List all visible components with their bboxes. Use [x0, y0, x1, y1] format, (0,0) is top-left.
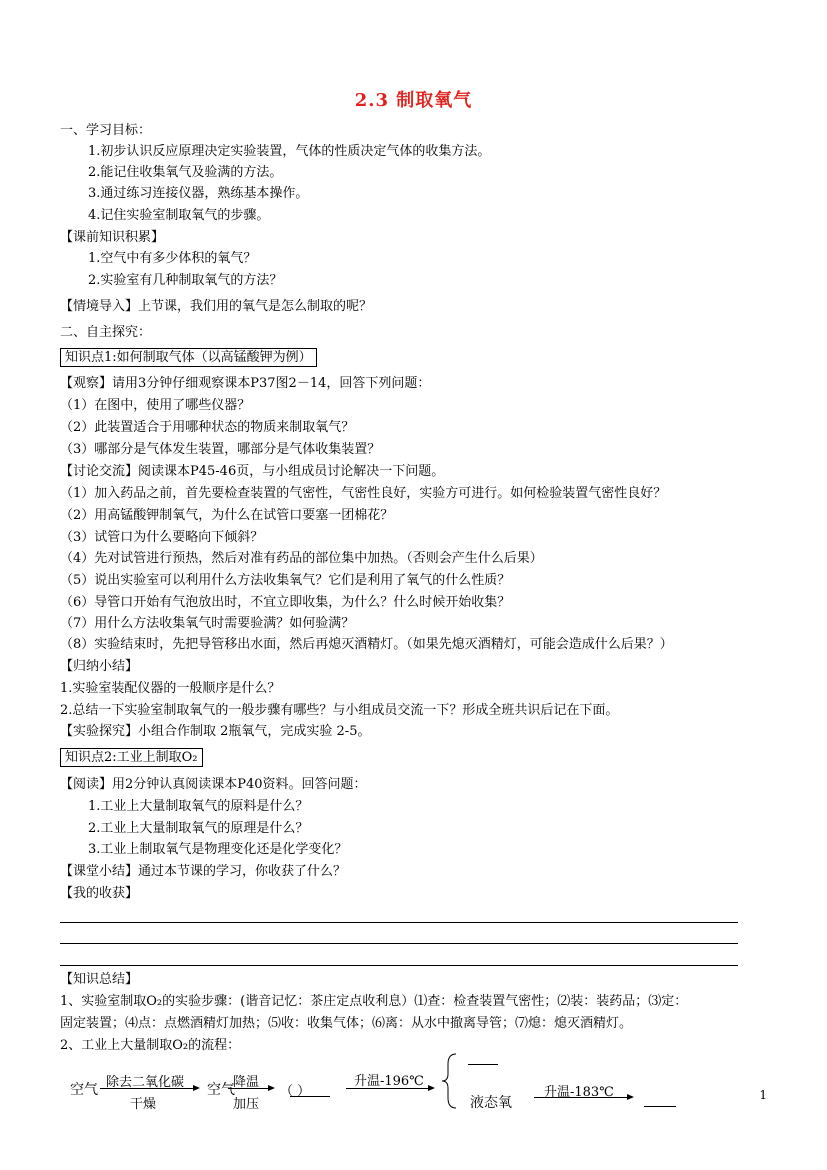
paragraph: 【观察】请用3分钟仔细观察课本P37图2－14，回答下列问题： [60, 376, 431, 391]
list-item: 4.记住实验室制取氧气的步骤。 [88, 208, 270, 223]
flow-step1-bottom: 干燥 [130, 1097, 157, 1112]
list-item: （3）试管口为什么要略向下倾斜？ [60, 530, 264, 545]
answer-line [60, 943, 738, 944]
section-heading: 一、学习目标： [60, 123, 152, 138]
flow-air-1: 空气 [70, 1082, 98, 1098]
section-heading: 【我的收获】 [60, 886, 139, 901]
answer-line [60, 965, 738, 966]
list-item: （2）用高锰酸钾制氧气，为什么在试管口要塞一团棉花？ [60, 508, 394, 523]
paragraph: 【实验探究】小组合作制取 2瓶氧气，完成实验 2-5。 [60, 724, 371, 739]
knowledge-point-box: 知识点1:如何制取气体（以高锰酸钾为例） [60, 348, 317, 367]
paragraph: 1、实验室制取O₂的实验步骤：(谐音记忆：茶庄定点收利息）⑴查：检查装置气密性；⑵装：装药品；⑶定： [60, 994, 688, 1009]
flow-air-2: 空气 [207, 1082, 235, 1098]
flow-step1-top: 除去二氧化碳 [106, 1075, 185, 1090]
list-item: 1.初步认识反应原理决定实验装置，气体的性质决定气体的收集方法。 [88, 144, 491, 159]
paragraph: 【课堂小结】通过本节课的学习，你收获了什么？ [60, 864, 347, 879]
section-heading: 【知识总结】 [60, 972, 139, 987]
list-item: （7）用什么方法收集氧气时需要验满？如何验满？ [60, 616, 355, 631]
paragraph: 【阅读】用2分钟认真阅读课本P40资料。回答问题： [60, 777, 367, 792]
flow-brace [440, 1052, 460, 1110]
flow-blank-line [290, 1096, 330, 1097]
section-heading: 二、自主探究： [60, 325, 152, 340]
list-item: 2.工业上大量制取氧气的原理是什么？ [88, 821, 309, 836]
flow-blank-paren: （ ） [280, 1084, 311, 1099]
list-item: （4）先对试管进行预热，然后对准有药品的部位集中加热。（否则会产生什么后果） [60, 551, 543, 566]
paragraph: 【讨论交流】阅读课本P45-46页，与小组成员讨论解决一下问题。 [60, 464, 445, 479]
list-item: 3.通过练习连接仪器，熟练基本操作。 [88, 186, 309, 201]
list-item: 2.能记住收集氧气及验满的方法。 [88, 165, 283, 180]
section-heading: 【归纳小结】 [60, 659, 139, 674]
list-item: 1.空气中有多少体积的氧气？ [88, 251, 257, 266]
list-item: 3.工业上制取氧气是物理变化还是化学变化？ [88, 842, 348, 857]
list-item: 1.工业上大量制取氧气的原料是什么？ [88, 799, 309, 814]
list-item: 2.实验室有几种制取氧气的方法？ [88, 273, 283, 288]
list-item: 1.实验室装配仪器的一般顺序是什么？ [60, 681, 281, 696]
paragraph: 【情境导入】上节课，我们用的氧气是怎么制取的呢？ [60, 299, 373, 314]
flow-step4-top: 升温-183℃ [544, 1085, 614, 1100]
list-item: （5）说出实验室可以利用什么方法收集氧气？它们是利用了氧气的什么性质？ [60, 573, 511, 588]
list-item: （3）哪部分是气体发生装置，哪部分是气体收集装置？ [60, 442, 381, 457]
flow-step2-bottom: 加压 [233, 1097, 260, 1112]
flow-arrow [100, 1088, 198, 1089]
paragraph: 2、工业上大量制取O₂的流程： [60, 1038, 241, 1053]
flow-blank-line [468, 1064, 498, 1065]
page-number: 1 [759, 1088, 767, 1102]
list-item: （1）加入药品之前，首先要检查装置的气密性，气密性良好，实验方可进行。如何检验装置气密性良好？ [60, 486, 667, 501]
flow-arrow [346, 1088, 433, 1089]
knowledge-point-box: 知识点2:工业上制取O₂ [60, 748, 203, 767]
list-item: （8）实验结束时，先把导管移出水面，然后再熄灭酒精灯。（如果先熄灭酒精灯，可能会造成什么后果？） [60, 637, 673, 652]
list-item: （1）在图中，使用了哪些仪器？ [60, 398, 251, 413]
flow-liquid-oxygen: 液态氧 [470, 1095, 512, 1111]
section-heading: 【课前知识积累】 [60, 230, 165, 245]
list-item: （2）此装置适合于用哪种状态的物质来制取氧气？ [60, 420, 355, 435]
flow-blank-line [644, 1106, 676, 1107]
page-title: 2.3 制取氧气 [354, 90, 473, 111]
flow-arrow [228, 1088, 273, 1089]
flow-step3-top: 升温-196℃ [354, 1074, 424, 1089]
answer-line [60, 922, 738, 923]
flow-step2-top: 降温 [233, 1075, 260, 1090]
flow-arrow [534, 1097, 632, 1098]
paragraph: 固定装置；⑷点：点燃酒精灯加热；⑸收：收集气体；⑹离：从水中撤离导管；⑺熄：熄灭酒精灯。 [60, 1016, 633, 1031]
list-item: 2.总结一下实验室制取氧气的一般步骤有哪些？与小组成员交流一下？形成全班共识后记在下面。 [60, 703, 619, 718]
list-item: （6）导管口开始有气泡放出时，不宜立即收集，为什么？什么时候开始收集？ [60, 595, 511, 610]
